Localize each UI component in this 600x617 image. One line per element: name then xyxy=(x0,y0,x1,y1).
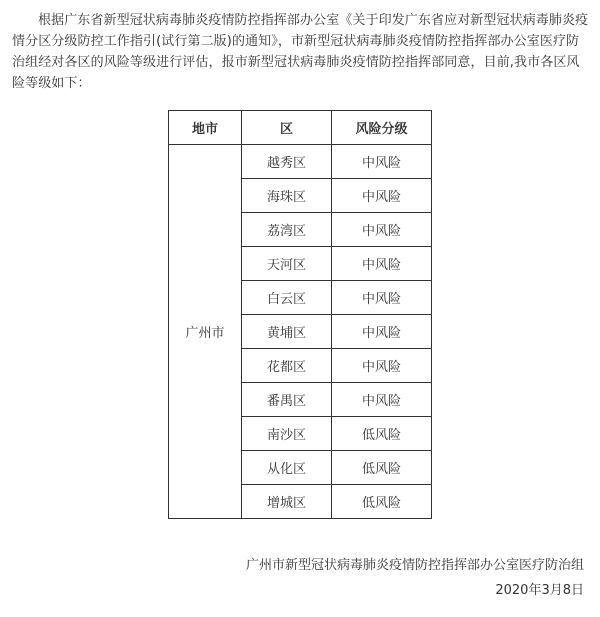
signature-date: 2020年3月8日 xyxy=(495,583,584,598)
district-cell: 番禺区 xyxy=(242,383,332,417)
risk-level-table xyxy=(168,110,432,519)
district-cell: 从化区 xyxy=(242,451,332,485)
risk-cell: 低风险 xyxy=(332,417,432,451)
table-header-row xyxy=(169,111,432,145)
district-cell: 黄埔区 xyxy=(242,315,332,349)
district-cell: 荔湾区 xyxy=(242,213,332,247)
signature-block xyxy=(246,553,584,603)
header-risk-level: 风险分级 xyxy=(332,111,432,145)
risk-cell: 低风险 xyxy=(332,451,432,485)
district-cell: 南沙区 xyxy=(242,417,332,451)
risk-cell: 中风险 xyxy=(332,281,432,315)
district-cell: 花都区 xyxy=(242,349,332,383)
district-cell: 天河区 xyxy=(242,247,332,281)
risk-cell: 中风险 xyxy=(332,247,432,281)
risk-cell: 中风险 xyxy=(332,179,432,213)
signature-org: 广州市新型冠状病毒肺炎疫情防控指挥部办公室医疗防治组 xyxy=(245,558,584,573)
risk-cell: 中风险 xyxy=(332,383,432,417)
risk-cell: 中风险 xyxy=(332,315,432,349)
risk-cell: 中风险 xyxy=(332,349,432,383)
district-cell: 越秀区 xyxy=(242,145,332,179)
table-row xyxy=(169,145,432,179)
risk-cell: 中风险 xyxy=(332,213,432,247)
header-district: 区 xyxy=(242,111,332,145)
risk-cell: 中风险 xyxy=(332,145,432,179)
district-cell: 海珠区 xyxy=(242,179,332,213)
district-cell: 增城区 xyxy=(242,485,332,519)
district-cell: 白云区 xyxy=(242,281,332,315)
risk-cell: 低风险 xyxy=(332,485,432,519)
city-cell: 广州市 xyxy=(169,145,242,519)
intro-paragraph: 根据广东省新型冠状病毒肺炎疫情防控指挥部办公室《关于印发广东省应对新型冠状病毒肺炎疫情分区分级防控工作指引(试行第二版)的通知》，市新型冠状病毒肺炎疫情防控指挥部办公室医疗防治组经对各区的风险等级进行评估，报市新型冠状病毒肺炎疫情防控指挥部同意，目前,我市各区风险等级如下： xyxy=(12,13,589,91)
header-city: 地市 xyxy=(169,111,242,145)
